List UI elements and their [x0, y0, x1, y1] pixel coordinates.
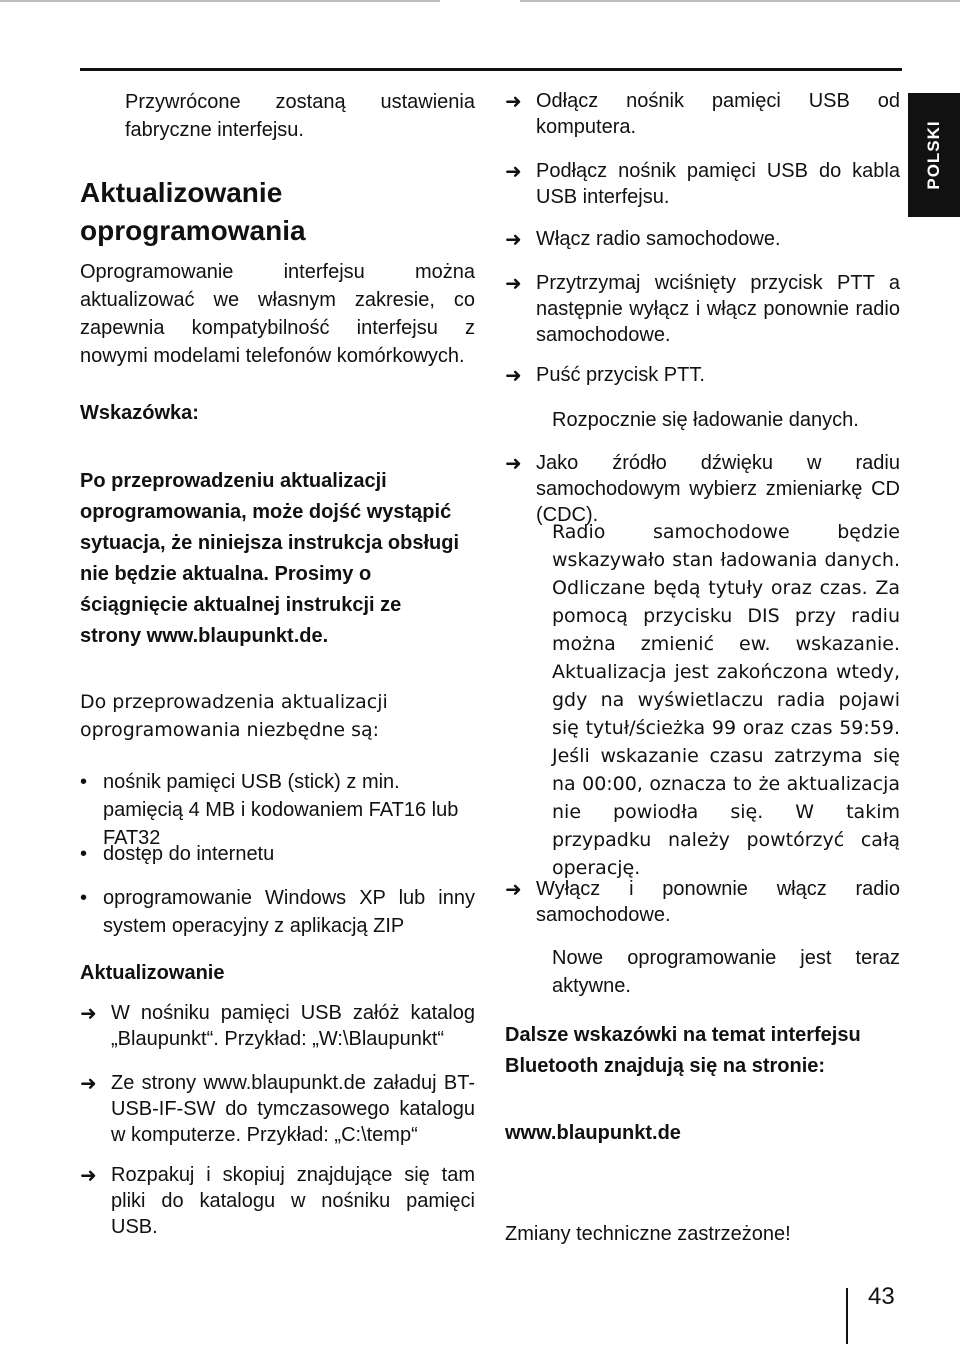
step-item — [505, 362, 900, 388]
arrow-icon: ➜ — [505, 91, 522, 113]
step-text: Puść przycisk PTT. — [536, 364, 705, 386]
language-tab-label: POLSKI — [924, 120, 943, 190]
step-text: Włącz radio samochodowe. — [536, 228, 781, 250]
list-item — [80, 840, 475, 868]
step-text: W nośniku pamięci USB załóż katalog „Blaupunkt“. Przykład: „W:\Blaupunkt“ — [111, 1002, 475, 1050]
website-link[interactable]: www.blaupunkt.de — [505, 1122, 681, 1144]
step-item — [505, 88, 900, 140]
top-rule-right — [520, 0, 960, 2]
step-text: Ze strony www.blaupunkt.de załaduj BT-USB-IF-SW do tymczasowego katalogu w komputerze. Przykład: „C:\temp“ — [111, 1072, 475, 1146]
step-result: Rozpocznie się ładowanie danych. — [552, 409, 859, 431]
disclaimer: Zmiany techniczne zastrzeżone! — [505, 1223, 791, 1245]
language-tab — [908, 93, 960, 217]
step-result: Nowe oprogramowanie jest teraz aktywne. — [552, 947, 900, 997]
list-item — [80, 884, 475, 940]
update-heading: Aktualizowanie — [80, 962, 225, 984]
bullet-icon: • — [80, 887, 88, 909]
page-number-divider — [846, 1288, 848, 1344]
note-label: Wskazówka: — [80, 402, 199, 424]
arrow-icon: ➜ — [80, 1003, 97, 1025]
bullet-icon: • — [80, 771, 88, 793]
arrow-icon: ➜ — [505, 365, 522, 387]
requirement-text: oprogramowanie Windows XP lub inny system operacyjny z aplikacją ZIP — [103, 887, 475, 937]
step-item — [505, 876, 900, 928]
arrow-icon: ➜ — [505, 161, 522, 183]
arrow-icon: ➜ — [80, 1165, 97, 1187]
arrow-icon: ➜ — [505, 273, 522, 295]
arrow-icon: ➜ — [505, 229, 522, 251]
requirements-intro: Do przeprowadzenia aktualizacji oprogramowania niezbędne są: — [80, 691, 388, 741]
step-item — [80, 1000, 475, 1052]
arrow-icon: ➜ — [505, 879, 522, 901]
step-item — [80, 1070, 475, 1148]
arrow-icon: ➜ — [505, 453, 522, 475]
step-text: Rozpakuj i skopiuj znajdujące się tam pliki do katalogu w nośniku pamięci USB. — [111, 1164, 475, 1238]
section-description: Oprogramowanie interfejsu można aktualizować we własnym zakresie, co zapewnia kompatybilność interfejsu z nowymi modelami telefonów komórkowych. — [80, 261, 475, 367]
more-info-text: Dalsze wskazówki na temat interfejsu Bluetooth znajdują się na stronie: — [505, 1024, 861, 1077]
step-item — [80, 1162, 475, 1240]
step-text: Odłącz nośnik pamięci USB od komputera. — [536, 90, 900, 138]
intro-text: Przywrócone zostaną ustawienia fabryczne interfejsu. — [125, 91, 475, 141]
step-item — [505, 270, 900, 348]
arrow-icon: ➜ — [80, 1073, 97, 1095]
requirement-text: dostęp do internetu — [103, 843, 275, 865]
step-text: Przytrzymaj wciśnięty przycisk PTT a następnie wyłącz i włącz ponownie radio samochodowe. — [536, 272, 900, 346]
step-result: Radio samochodowe będzie wskazywało stan ładowania danych. Odliczane będą tytuły oraz czas. Za pomocą przycisku DIS przy radiu można zmienić ew. wskazanie. Aktualizacja jest zakończona wtedy, gdy na wyświetlaczu radia pojawi się tytuł/ścieżka 99 oraz czas 59:59. Jeśli wskazanie czasu zatrzyma się na 00:00, oznacza to że aktualizacja nie powiodła się. W takim przypadku należy powtórzyć całą operację. — [552, 521, 900, 879]
header-rule — [80, 68, 902, 71]
bullet-icon: • — [80, 843, 88, 865]
step-text: Podłącz nośnik pamięci USB do kabla USB interfejsu. — [536, 160, 900, 208]
step-item — [505, 226, 900, 252]
step-item — [505, 450, 900, 528]
page-number: 43 — [868, 1283, 895, 1310]
step-text: Wyłącz i ponownie włącz radio samochodowe. — [536, 878, 900, 926]
requirement-text: nośnik pamięci USB (stick) z min. pamięcią 4 MB i kodowaniem FAT16 lub FAT32 — [103, 771, 459, 849]
note-text: Po przeprowadzeniu aktualizacji oprogramowania, może dojść wystąpić sytuacja, że niniejsza instrukcja obsługi nie będzie aktualna. Prosimy o ściągnięcie aktualnej instrukcji ze strony www.blaupunkt.de. — [80, 470, 460, 647]
step-text: Jako źródło dźwięku w radiu samochodowym wybierz zmieniarkę CD (CDC). — [536, 452, 900, 526]
step-item — [505, 158, 900, 210]
section-heading: Aktualizowanie oprogramowania — [80, 177, 306, 246]
top-rule-left — [0, 0, 440, 2]
